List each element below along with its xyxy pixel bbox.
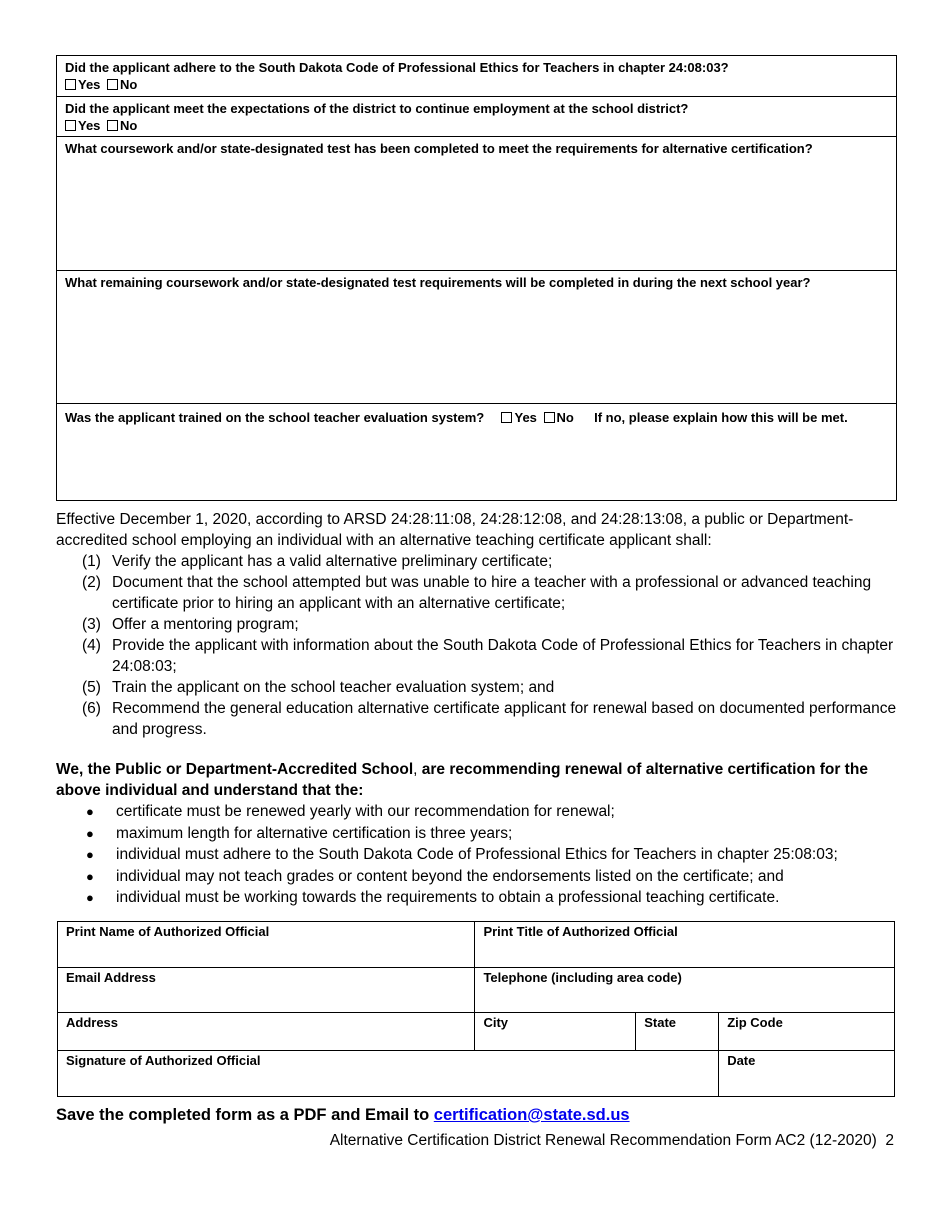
question-evaluation-label: Was the applicant trained on the school teacher evaluation system? bbox=[65, 410, 485, 425]
recommendation-statement: We, the Public or Department-Accredited School, are recommending renewal of alternative certification for the above individual and understand that the: bbox=[56, 761, 868, 799]
list-item: (3) Offer a mentoring program; bbox=[82, 616, 299, 633]
question-ethics[interactable] bbox=[57, 56, 896, 97]
telephone-field[interactable]: Telephone (including area code) bbox=[475, 968, 895, 1013]
list-item: (4) Provide the applicant with information about the South Dakota Code of Professional Ethics for Teachers in chapter 24:08:03; bbox=[82, 637, 894, 675]
list-item: ● individual may not teach grades or content beyond the endorsements listed on the certificate; and bbox=[56, 866, 906, 888]
list-item: ● individual must be working towards the requirements to obtain a professional teaching certificate. bbox=[56, 887, 906, 909]
form-footer bbox=[330, 1132, 894, 1150]
question-completed-coursework-label: What coursework and/or state-designated test has been completed to meet the requirements for alternative certification? bbox=[65, 141, 813, 156]
question-expectations-label: Did the applicant meet the expectations of the district to continue employment at the school district? bbox=[65, 101, 689, 116]
question-remaining-coursework-label: What remaining coursework and/or state-designated test requirements will be completed in during the next school year? bbox=[65, 275, 811, 290]
question-completed-coursework[interactable] bbox=[57, 137, 896, 271]
print-name-field[interactable]: Print Name of Authorized Official bbox=[58, 922, 475, 968]
bullet-icon: ● bbox=[86, 868, 94, 884]
list-item: ● certificate must be renewed yearly with our recommendation for renewal; bbox=[56, 801, 906, 823]
list-item: ● individual must adhere to the South Dakota Code of Professional Ethics for Teachers in chapter 25:08:03; bbox=[56, 844, 906, 866]
no-label: No bbox=[120, 118, 138, 133]
list-item: (1) Verify the applicant has a valid alternative preliminary certificate; bbox=[82, 553, 553, 570]
bullet-icon: ● bbox=[86, 825, 94, 841]
understanding-list bbox=[56, 801, 906, 909]
no-checkbox[interactable] bbox=[107, 120, 118, 131]
list-item: (6) Recommend the general education alternative certificate applicant for renewal based on documented performance and progress. bbox=[82, 700, 897, 738]
requirements-section bbox=[56, 509, 906, 740]
requirements-list bbox=[82, 551, 906, 740]
yes-checkbox[interactable] bbox=[65, 120, 76, 131]
question-remaining-coursework[interactable] bbox=[57, 271, 896, 404]
print-title-field[interactable]: Print Title of Authorized Official bbox=[475, 922, 895, 968]
list-item: (2) Document that the school attempted but was unable to hire a teacher with a professional or advanced teaching certificate prior to hiring an applicant with an alternative certificate; bbox=[82, 574, 872, 612]
state-field[interactable]: State bbox=[636, 1013, 719, 1051]
signature-table bbox=[57, 921, 895, 1097]
no-label: No bbox=[120, 77, 138, 92]
bullet-icon: ● bbox=[86, 890, 94, 905]
no-checkbox[interactable] bbox=[544, 412, 555, 423]
bullet-icon: ● bbox=[86, 847, 94, 862]
yes-label: Yes bbox=[78, 118, 101, 133]
city-field[interactable]: City bbox=[475, 1013, 636, 1051]
list-item: (5) Train the applicant on the school teacher evaluation system; and bbox=[82, 679, 555, 696]
questions-table bbox=[56, 55, 897, 501]
yes-label: Yes bbox=[514, 410, 537, 425]
list-item: ● maximum length for alternative certification is three years; bbox=[56, 823, 906, 845]
bullet-icon: ● bbox=[86, 804, 94, 819]
yes-checkbox[interactable] bbox=[65, 79, 76, 90]
no-checkbox[interactable] bbox=[107, 79, 118, 90]
signature-field[interactable]: Signature of Authorized Official bbox=[58, 1051, 719, 1097]
question-evaluation-training[interactable] bbox=[57, 404, 896, 500]
question-ethics-label: Did the applicant adhere to the South Dakota Code of Professional Ethics for Teachers in chapter 24:08:03? bbox=[65, 60, 729, 75]
form-id: Alternative Certification District Renewal Recommendation Form AC2 (12-2020) bbox=[329, 1132, 877, 1149]
yes-checkbox[interactable] bbox=[501, 412, 512, 423]
followup-instruction: If no, please explain how this will be met. bbox=[594, 410, 848, 425]
question-expectations[interactable] bbox=[57, 97, 896, 137]
date-field[interactable]: Date bbox=[719, 1051, 895, 1097]
save-instructions: Save the completed form as a PDF and Email to certification@state.sd.us bbox=[56, 1106, 630, 1124]
intro-paragraph: Effective December 1, 2020, according to ARSD 24:28:11:08, 24:28:12:08, and 24:28:13:08, a public or Department-accredited school employing an individual with an alternative teaching certificate applicant shall: bbox=[56, 511, 854, 549]
email-field[interactable]: Email Address bbox=[58, 968, 475, 1013]
no-label: No bbox=[556, 410, 574, 425]
page-number: 2 bbox=[885, 1132, 894, 1149]
address-field[interactable]: Address bbox=[58, 1013, 475, 1051]
email-link[interactable]: certification@state.sd.us bbox=[433, 1106, 630, 1124]
yes-label: Yes bbox=[78, 77, 101, 92]
zip-field[interactable]: Zip Code bbox=[719, 1013, 895, 1051]
